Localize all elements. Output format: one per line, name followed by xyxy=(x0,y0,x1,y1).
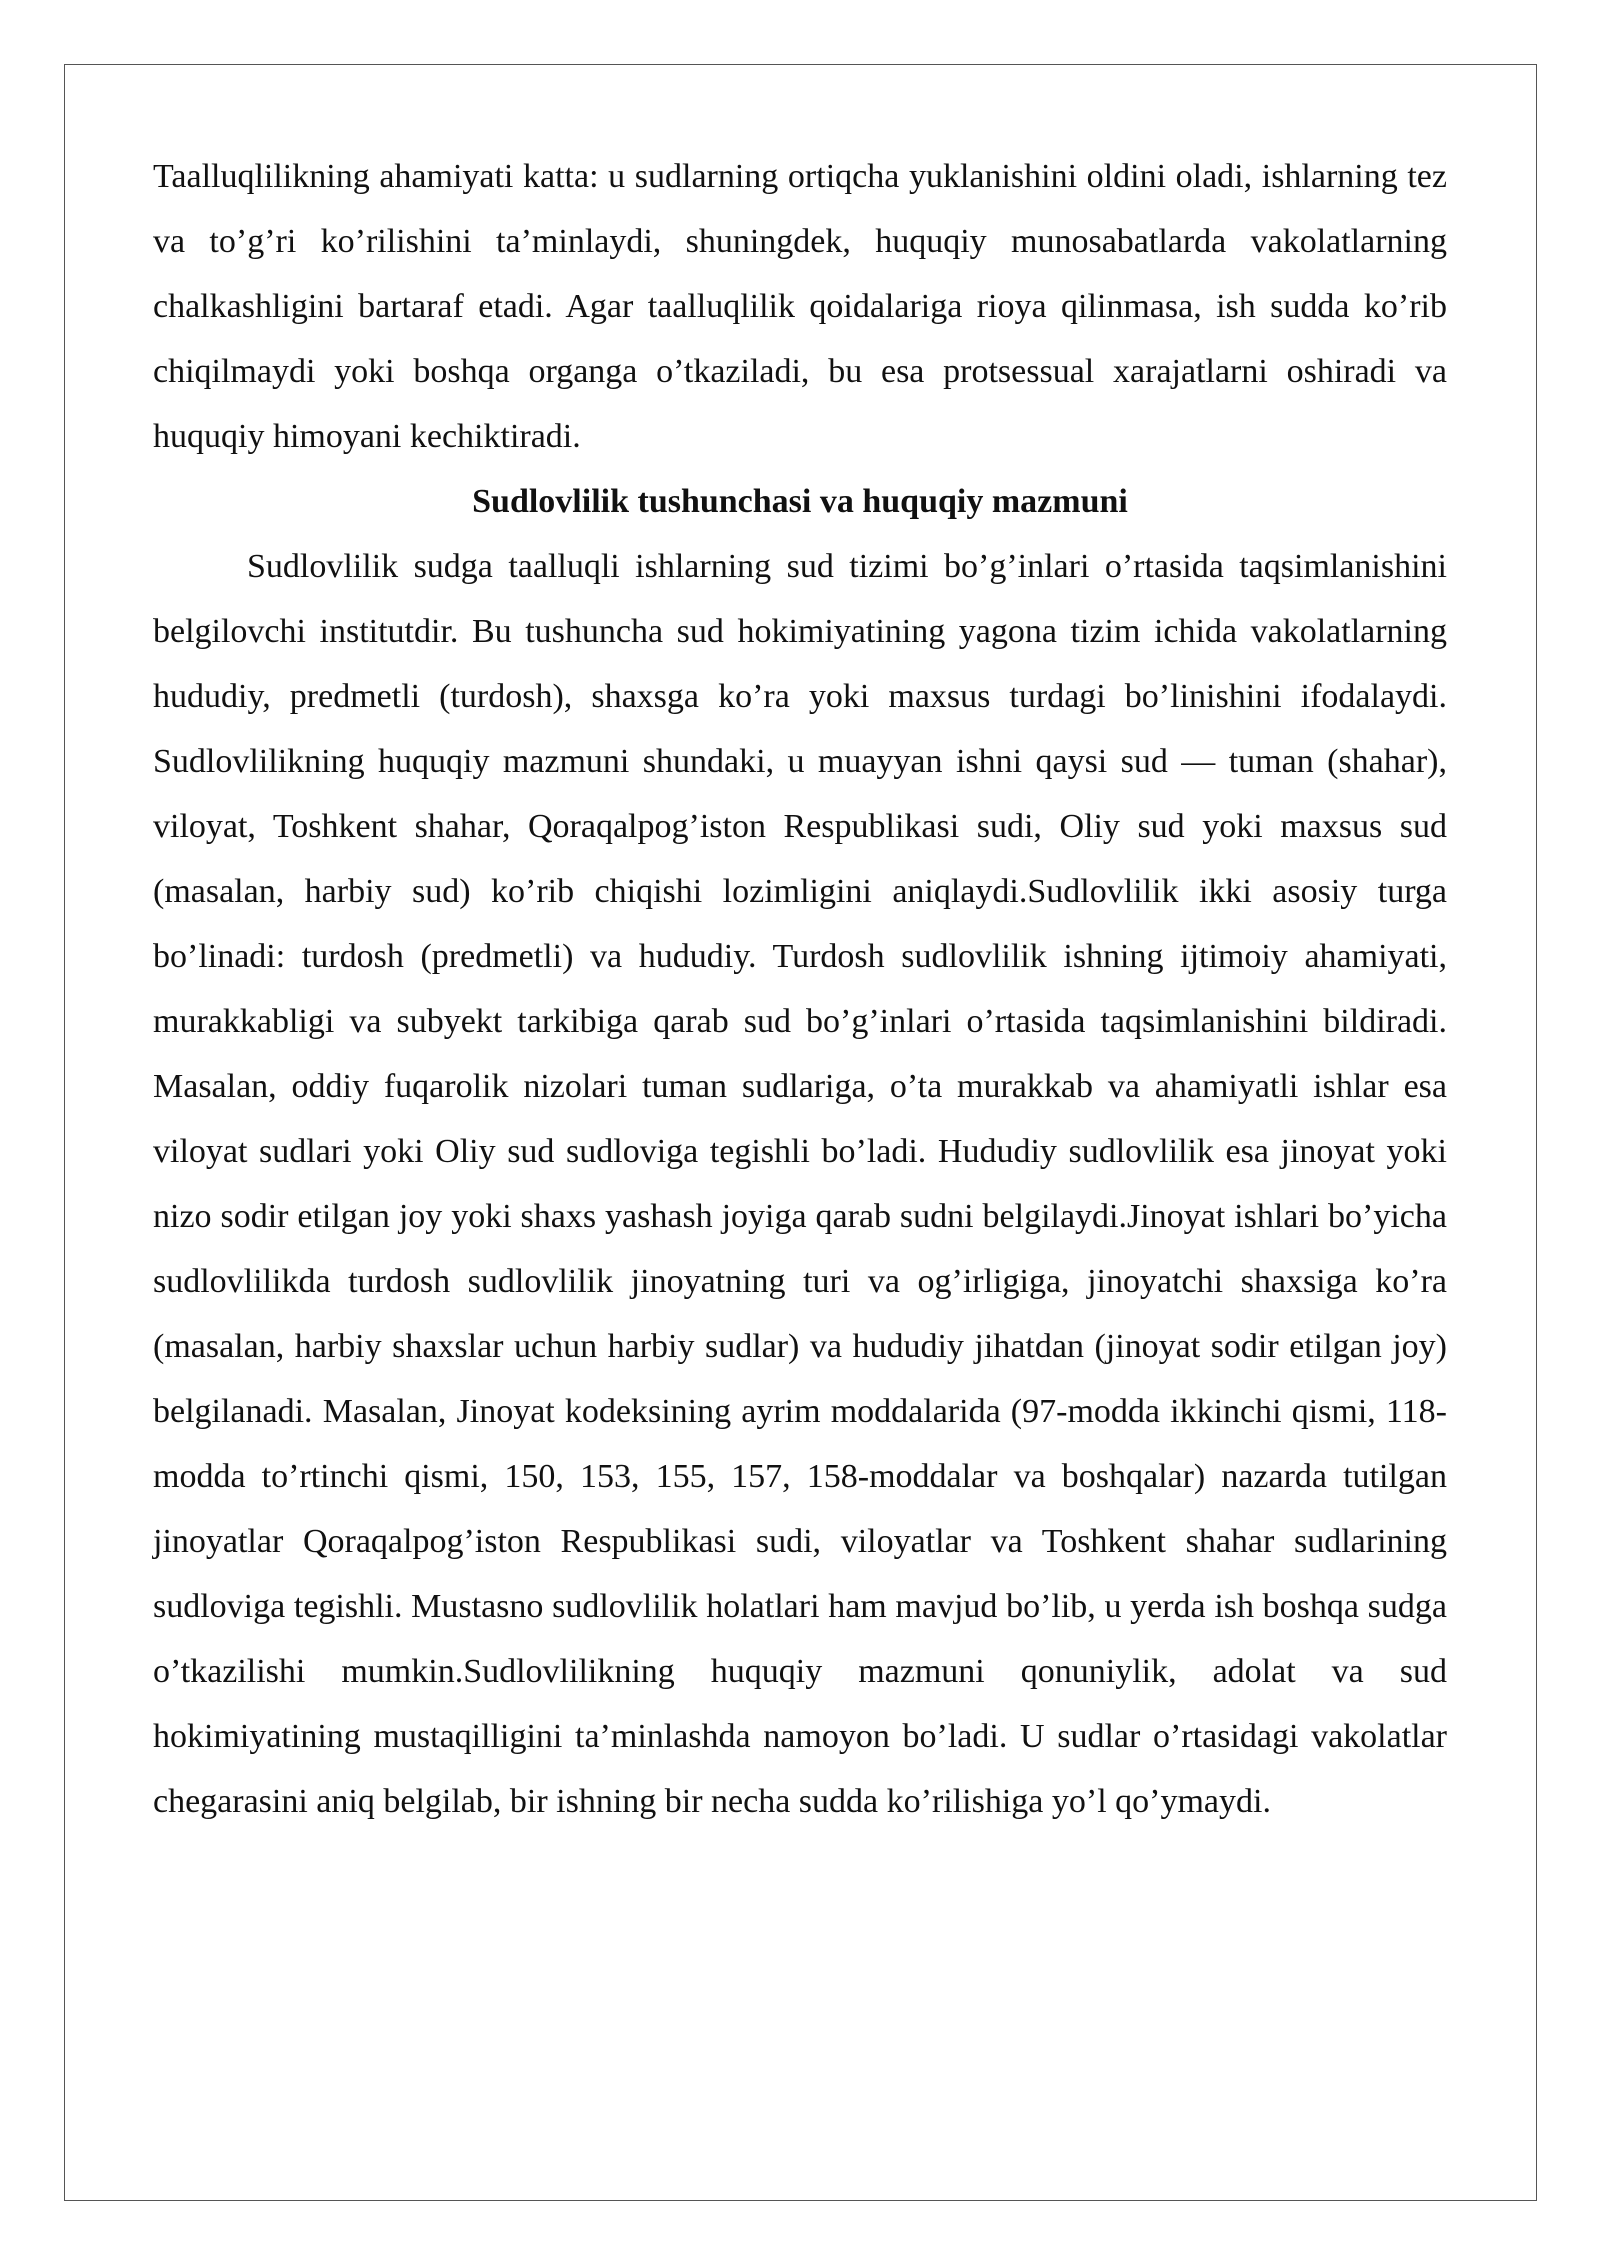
main-paragraph: Sudlovlilik sudga taalluqli ishlarning sud tizimi bo’g’inlari o’rtasida taqsimlanishini belgilovchi institutdir. Bu tushuncha sud hokimiyatining yagona tizim ichida vakolatlarning hududiy, predmetli (turdosh), shaxsga ko’ra yoki maxsus turdagi bo’linishini ifodalaydi. Sudlovlilikning huquqiy mazmuni shundaki, u muayyan ishni qaysi sud — tuman (shahar), viloyat, Toshkent shahar, Qoraqalpog’iston Respublikasi sudi, Oliy sud yoki maxsus sud (masalan, harbiy sud) ko’rib chiqishi lozimligini aniqlaydi.Sudlovlilik ikki asosiy turga bo’linadi: turdosh (predmetli) va hududiy. Turdosh sudlovlilik ishning ijtimoiy ahamiyati, murakkabligi va subyekt tarkibiga qarab sud bo’g’inlari o’rtasida taqsimlanishini bildiradi. Masalan, oddiy fuqarolik nizolari tuman sudlariga, o’ta murakkab va ahamiyatli ishlar esa viloyat sudlari yoki Oliy sud sudloviga tegishli bo’ladi. Hududiy sudlovlilik esa jinoyat yoki nizo sodir etilgan joy yoki shaxs yashash joyiga qarab sudni belgilaydi.Jinoyat ishlari bo’yicha sudlovlilikda turdosh sudlovlilik jinoyatning turi va og’irligiga, jinoyatchi shaxsiga ko’ra (masalan, harbiy shaxslar uchun harbiy sudlar) va hududiy jihatdan (jinoyat sodir etilgan joy) belgilanadi. Masalan, Jinoyat kodeksining ayrim moddalarida (97-modda ikkinchi qismi, 118-modda to’rtinchi qismi, 150, 153, 155, 157, 158-moddalar va boshqalar) nazarda tutilgan jinoyatlar Qoraqalpog’iston Respublikasi sudi, viloyatlar va Toshkent shahar sudlarining sudloviga tegishli. Mustasno sudlovlilik holatlari ham mavjud bo’lib, u yerda ish boshqa sudga o’tkazilishi mumkin.Sudlovlilikning huquqiy mazmuni qonuniylik, adolat va sud hokimiyatining mustaqilligini ta’minlashda namoyon bo’ladi. U sudlar o’rtasidagi vakolatlar chegarasini aniq belgilab, bir ishning bir necha sudda ko’rilishiga yo’l qo’ymaydi. xyxy=(153,548,1447,1820)
document-body xyxy=(153,144,1447,1834)
section-heading: Sudlovlilik tushunchasi va huquqiy mazmuni xyxy=(472,483,1128,520)
intro-paragraph: Taalluqlilikning ahamiyati katta: u sudlarning ortiqcha yuklanishini oldini oladi, ishlarning tez va to’g’ri ko’rilishini ta’minlaydi, shuningdek, huquqiy munosabatlarda vakolatlarning chalkashligini bartaraf etadi. Agar taalluqlilik qoidalariga rioya qilinmasa, ish sudda ko’rib chiqilmaydi yoki boshqa organga o’tkaziladi, bu esa protsessual xarajatlarni oshiradi va huquqiy himoyani kechiktiradi. xyxy=(153,158,1447,455)
